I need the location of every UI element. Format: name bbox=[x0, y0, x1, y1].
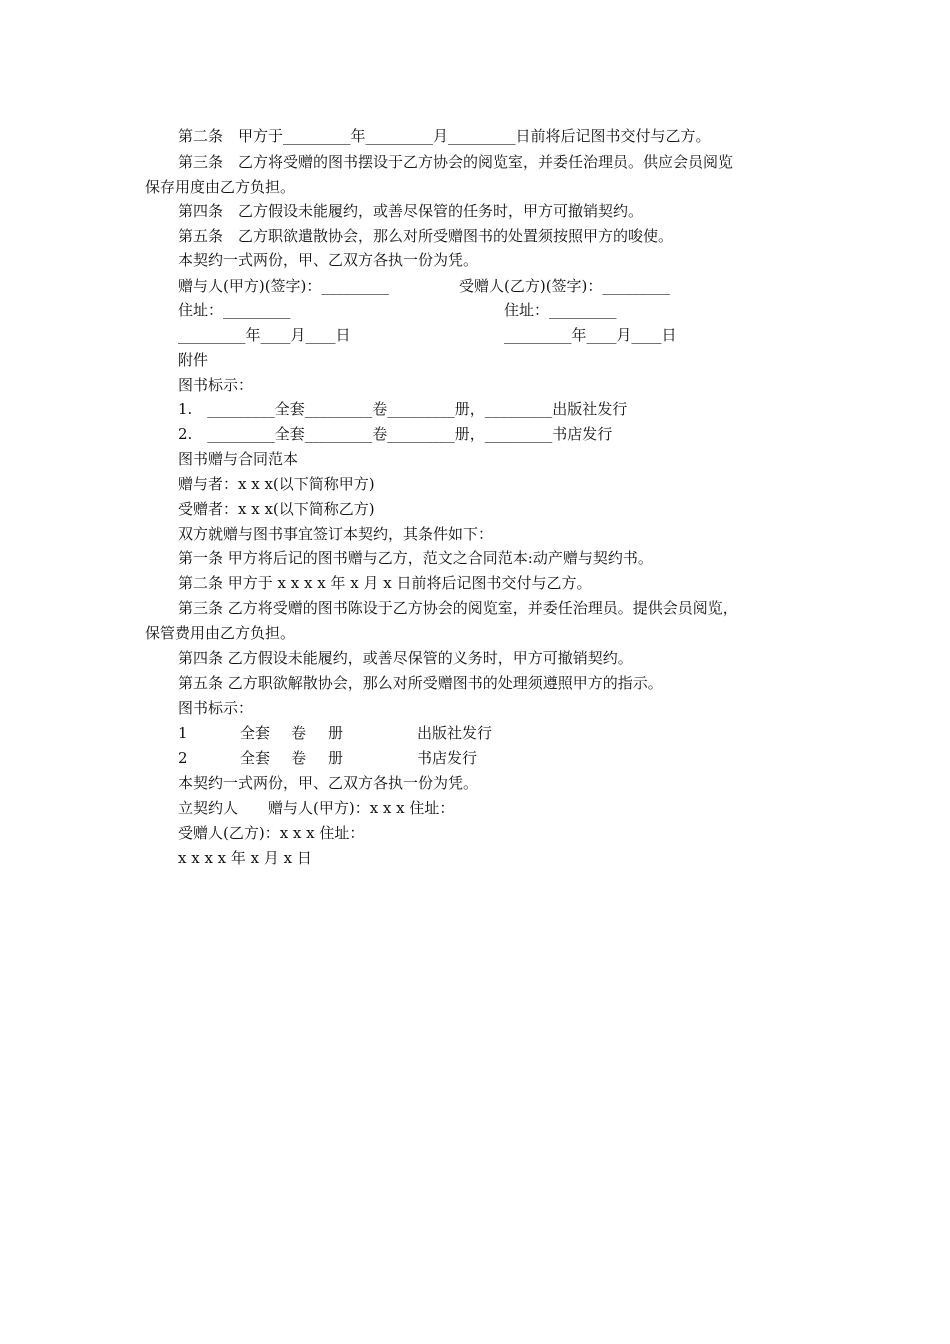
recipient-date: _________年____月____日 bbox=[504, 326, 677, 344]
template-copies-note: 本契约一式两份，甲、乙双方各执一份为凭。 bbox=[178, 774, 479, 792]
contracting-parties-donor: 立契约人 赠与人(甲方)：x x x 住址： bbox=[178, 799, 455, 817]
book-row-2-volume: 卷 bbox=[291, 749, 307, 767]
book-row-2-set: 全套 bbox=[240, 749, 271, 767]
book-row-1-volume: 卷 bbox=[291, 724, 307, 742]
clause-5-text: 第五条 乙方职欲遣散协会，那么对所受赠图书的处置须按照甲方的唆使。 bbox=[178, 227, 674, 245]
book-row-1-set: 全套 bbox=[240, 724, 271, 742]
copies-note: 本契约一式两份，甲、乙双方各执一份为凭。 bbox=[178, 251, 479, 269]
clause-3-continuation: 保存用度由乙方负担。 bbox=[145, 178, 296, 196]
template-clause-2: 第二条 甲方于 x x x x 年 x 月 x 日前将后记图书交付与乙方。 bbox=[178, 574, 592, 592]
template-title: 图书赠与合同范本 bbox=[178, 450, 299, 468]
agreement-intro: 双方就赠与图书事宜签订本契约，其条件如下： bbox=[178, 525, 494, 543]
template-clause-1: 第一条 甲方将后记的图书赠与乙方，范文之合同范本:动产赠与契约书。 bbox=[178, 549, 653, 567]
donor-address: 住址：_________ bbox=[178, 301, 291, 319]
template-clause-4: 第四条 乙方假设未能履约，或善尽保管的义务时，甲方可撤销契约。 bbox=[178, 649, 633, 667]
book-row-1-number: 1 bbox=[178, 724, 188, 742]
donor-signature: 赠与人(甲方)(签字)：_________ bbox=[178, 277, 389, 295]
clause-2-text: 第二条 甲方于_________年_________月_________日前将后记图书交付与乙方。 bbox=[178, 127, 711, 145]
template-clause-5: 第五条 乙方职欲解散协会，那么对所受赠图书的处理须遵照甲方的指示。 bbox=[178, 674, 663, 692]
contracting-parties-recipient: 受赠人(乙方)：x x x 住址： bbox=[178, 824, 365, 842]
recipient-party: 受赠者：x x x(以下简称乙方) bbox=[178, 500, 375, 518]
donor-date: _________年____月____日 bbox=[178, 326, 351, 344]
clause-4-text: 第四条 乙方假设未能履约，或善尽保管的任务时，甲方可撤销契约。 bbox=[178, 202, 644, 220]
book-entry-2: 2. _________全套_________卷_________册，_________书店发行 bbox=[178, 425, 613, 443]
book-row-1-book: 册 bbox=[328, 724, 344, 742]
book-row-2-book: 册 bbox=[328, 749, 344, 767]
book-row-1-issuer: 出版社发行 bbox=[417, 724, 493, 742]
template-clause-3: 第三条 乙方将受赠的图书陈设于乙方协会的阅览室，并委任治理员。提供会员阅览， bbox=[178, 599, 738, 617]
book-label-heading: 图书标示： bbox=[178, 376, 254, 394]
recipient-signature: 受赠人(乙方)(签字)：_________ bbox=[459, 277, 670, 295]
template-clause-3-continuation: 保管费用由乙方负担。 bbox=[145, 624, 296, 642]
signing-date: x x x x 年 x 月 x 日 bbox=[178, 849, 312, 867]
donor-party: 赠与者：x x x(以下简称甲方) bbox=[178, 475, 375, 493]
book-entry-1: 1. _________全套_________卷_________册，_________出版社发行 bbox=[178, 400, 628, 418]
appendix-heading: 附件 bbox=[178, 351, 209, 369]
clause-3-text: 第三条 乙方将受赠的图书摆设于乙方协会的阅览室，并委任治理员。供应会员阅览 bbox=[178, 153, 734, 171]
template-book-label-heading: 图书标示： bbox=[178, 699, 254, 717]
book-row-2-issuer: 书店发行 bbox=[417, 749, 478, 767]
recipient-address: 住址：_________ bbox=[504, 301, 617, 319]
book-row-2-number: 2 bbox=[178, 749, 188, 767]
